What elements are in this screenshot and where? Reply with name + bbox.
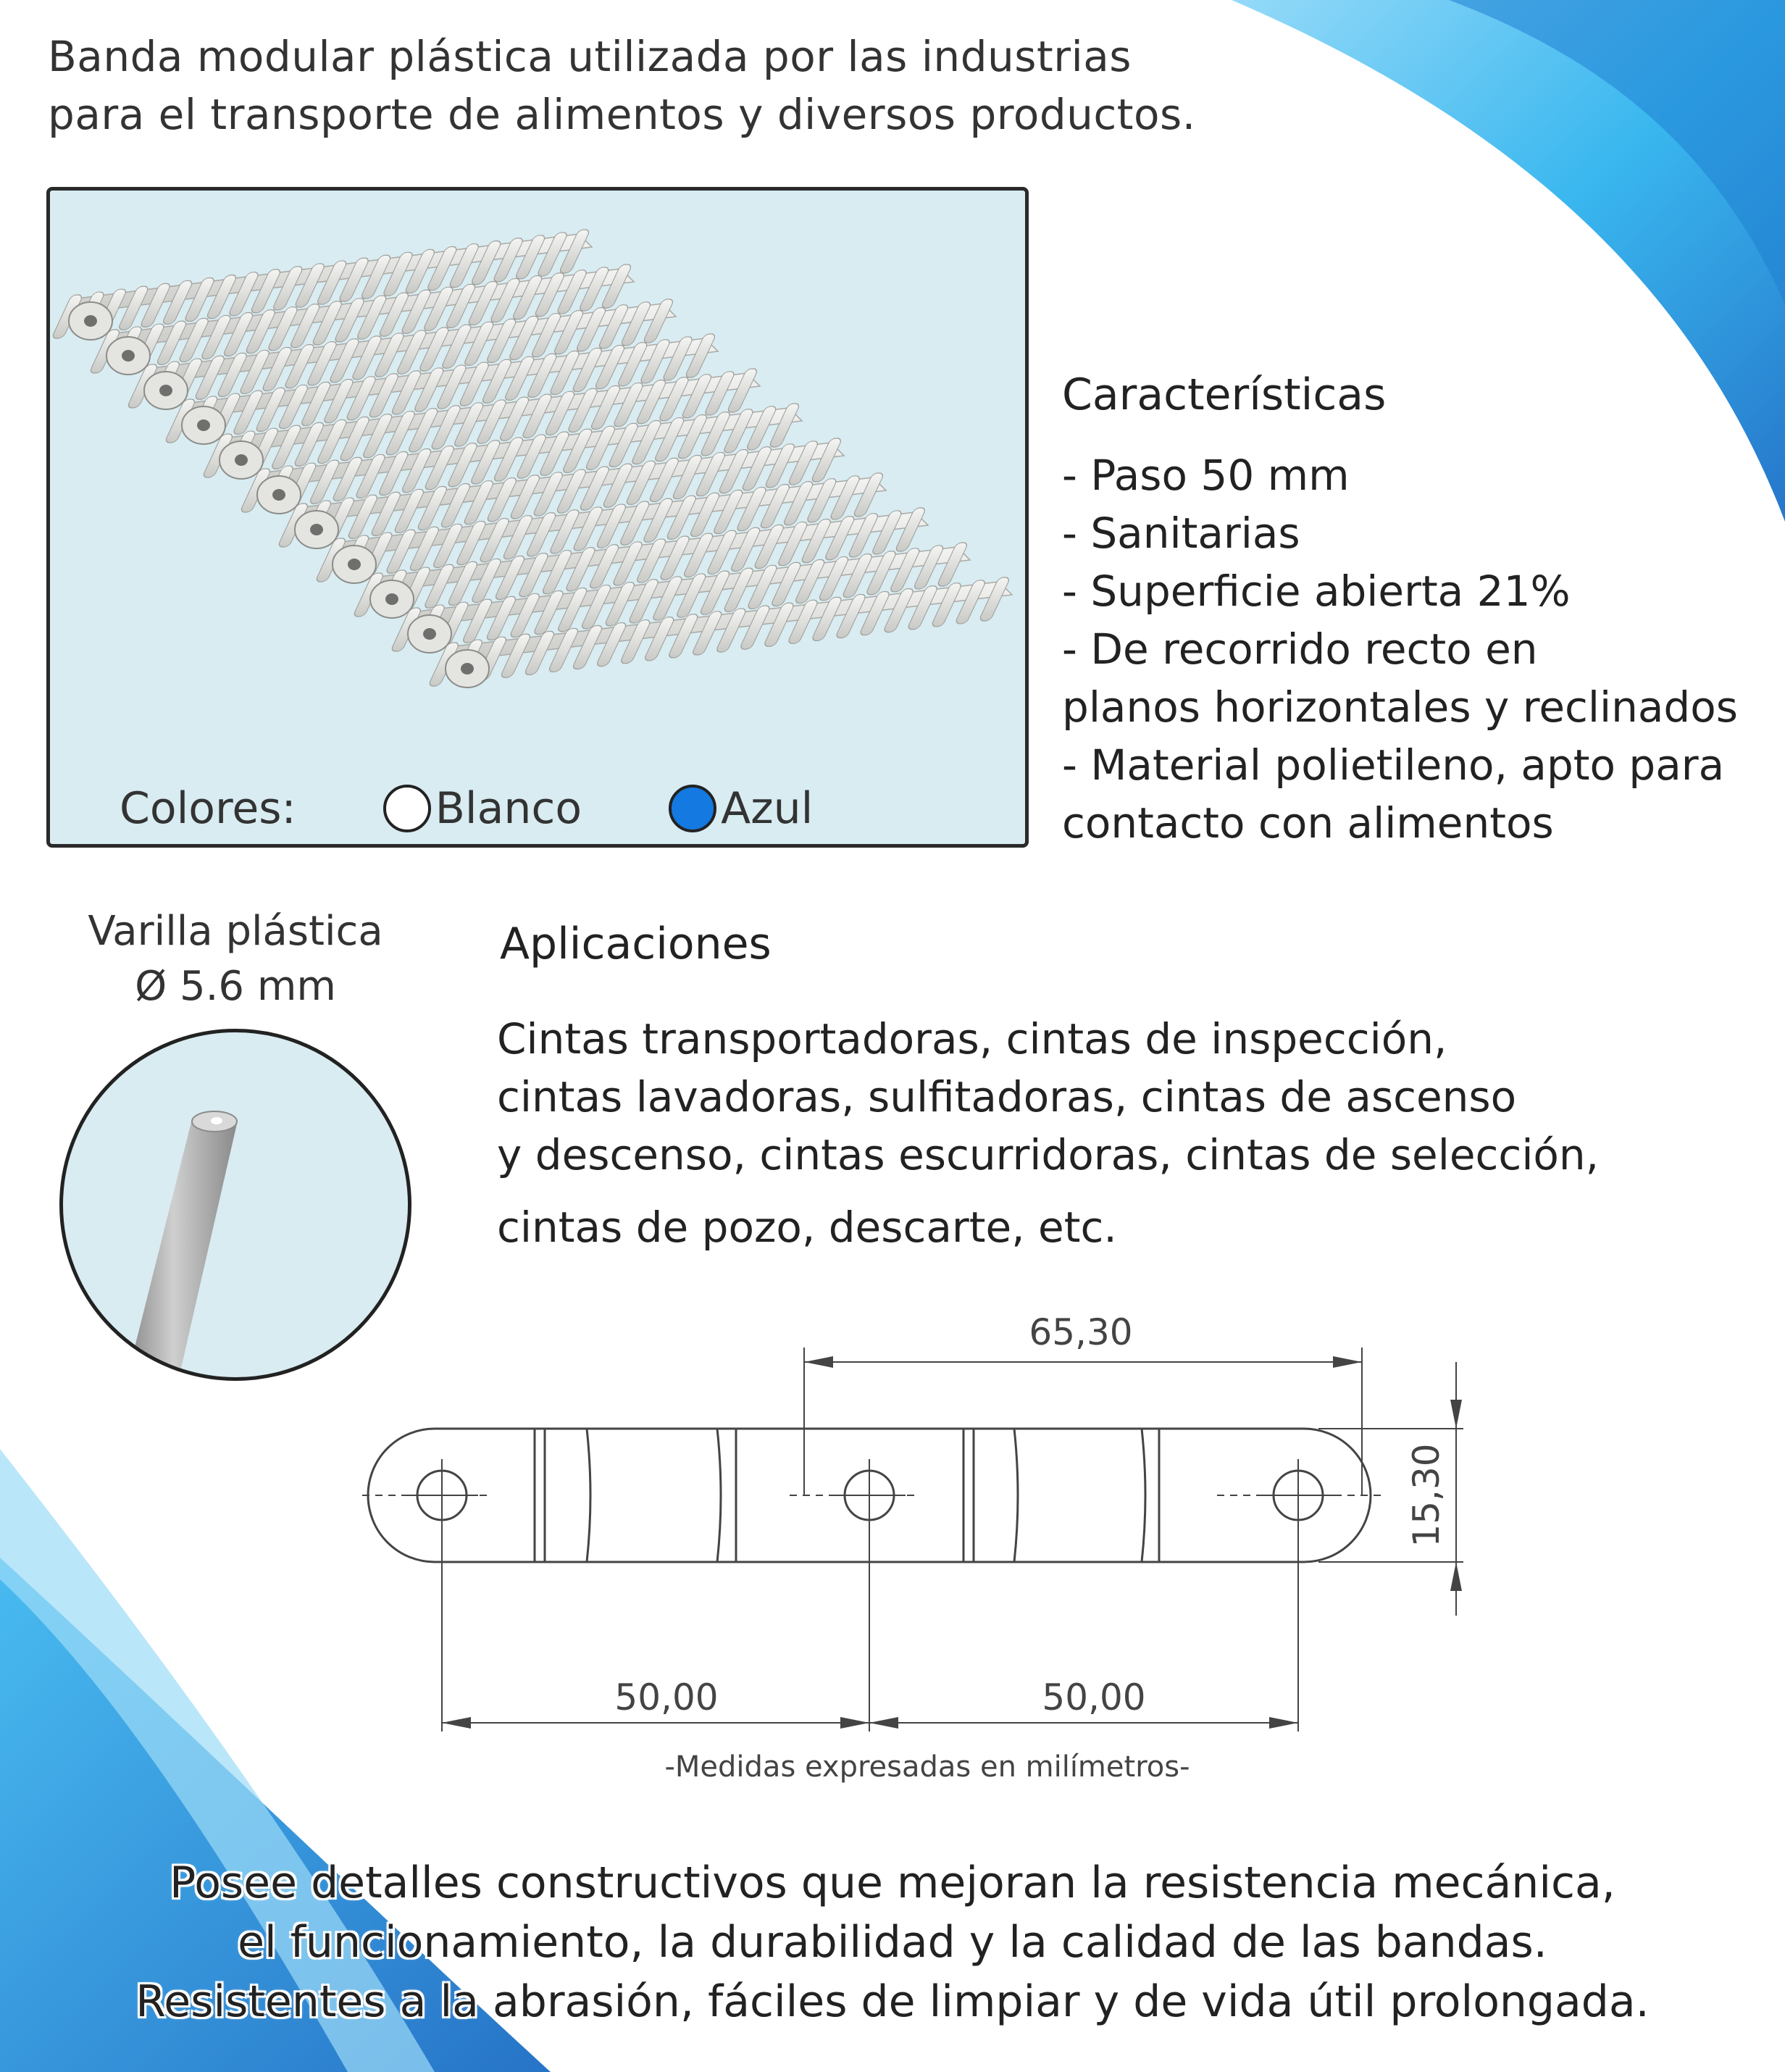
footer-line-2: el funcionamiento, la durabilidad y la calidad de las bandas. <box>238 1917 1547 1968</box>
applications-text <box>497 1010 1627 1256</box>
feature-item: contacto con alimentos <box>1062 798 1554 848</box>
swatch-azul <box>669 785 716 832</box>
dim-left-label: 50,00 <box>614 1676 719 1718</box>
colors-label: Colores: <box>120 783 296 834</box>
footer-text <box>0 1853 1785 2031</box>
applications-line: Cintas transportadoras, cintas de inspección, <box>497 1014 1447 1064</box>
feature-item: - Paso 50 mm <box>1062 451 1350 500</box>
intro-line-2: para el transporte de alimentos y diversos productos. <box>48 90 1196 139</box>
intro-text <box>48 28 1196 143</box>
footer-line-3: Resistentes a la abrasión, fáciles de limpiar y de vida útil prolongada. <box>135 1976 1650 2027</box>
applications-line: y descenso, cintas escurridoras, cintas de selección, <box>497 1130 1600 1179</box>
feature-item: - Material polietileno, apto para <box>1062 740 1725 790</box>
feature-item: - Superficie abierta 21% <box>1062 567 1571 616</box>
footer-line-1: Posee detalles constructivos que mejoran la resistencia mecánica, <box>170 1858 1615 1908</box>
feature-item: - Sanitarias <box>1062 509 1300 558</box>
rod-label-line-2: Ø 5.6 mm <box>135 963 336 1010</box>
dim-height-label: 15,30 <box>1405 1443 1447 1547</box>
applications-line: cintas lavadoras, sulfitadoras, cintas de ascenso <box>497 1072 1517 1121</box>
swatch-blanco <box>383 785 431 832</box>
applications-line: cintas de pozo, descarte, etc. <box>497 1203 1117 1252</box>
belt-image-panel <box>46 187 1029 848</box>
technical-drawing <box>348 1304 1478 1811</box>
dim-top-label: 65,30 <box>1029 1311 1133 1353</box>
applications-title: Aplicaciones <box>500 919 772 969</box>
color-name-azul: Azul <box>721 783 814 834</box>
feature-item: - De recorrido recto en <box>1062 624 1538 674</box>
intro-line-1: Banda modular plástica utilizada por las industrias <box>48 32 1132 81</box>
features-list <box>1062 446 1738 852</box>
dim-right-label: 50,00 <box>1042 1676 1146 1718</box>
feature-item: planos horizontales y reclinados <box>1062 682 1738 732</box>
rod-label-line-1: Varilla plástica <box>88 908 383 955</box>
features-title: Características <box>1062 369 1387 420</box>
units-note: -Medidas expresadas en milímetros- <box>664 1750 1190 1784</box>
rod-label <box>43 904 427 1014</box>
colors-row <box>120 776 813 841</box>
color-name-blanco: Blanco <box>435 783 582 834</box>
belt-illustration <box>50 191 1025 756</box>
